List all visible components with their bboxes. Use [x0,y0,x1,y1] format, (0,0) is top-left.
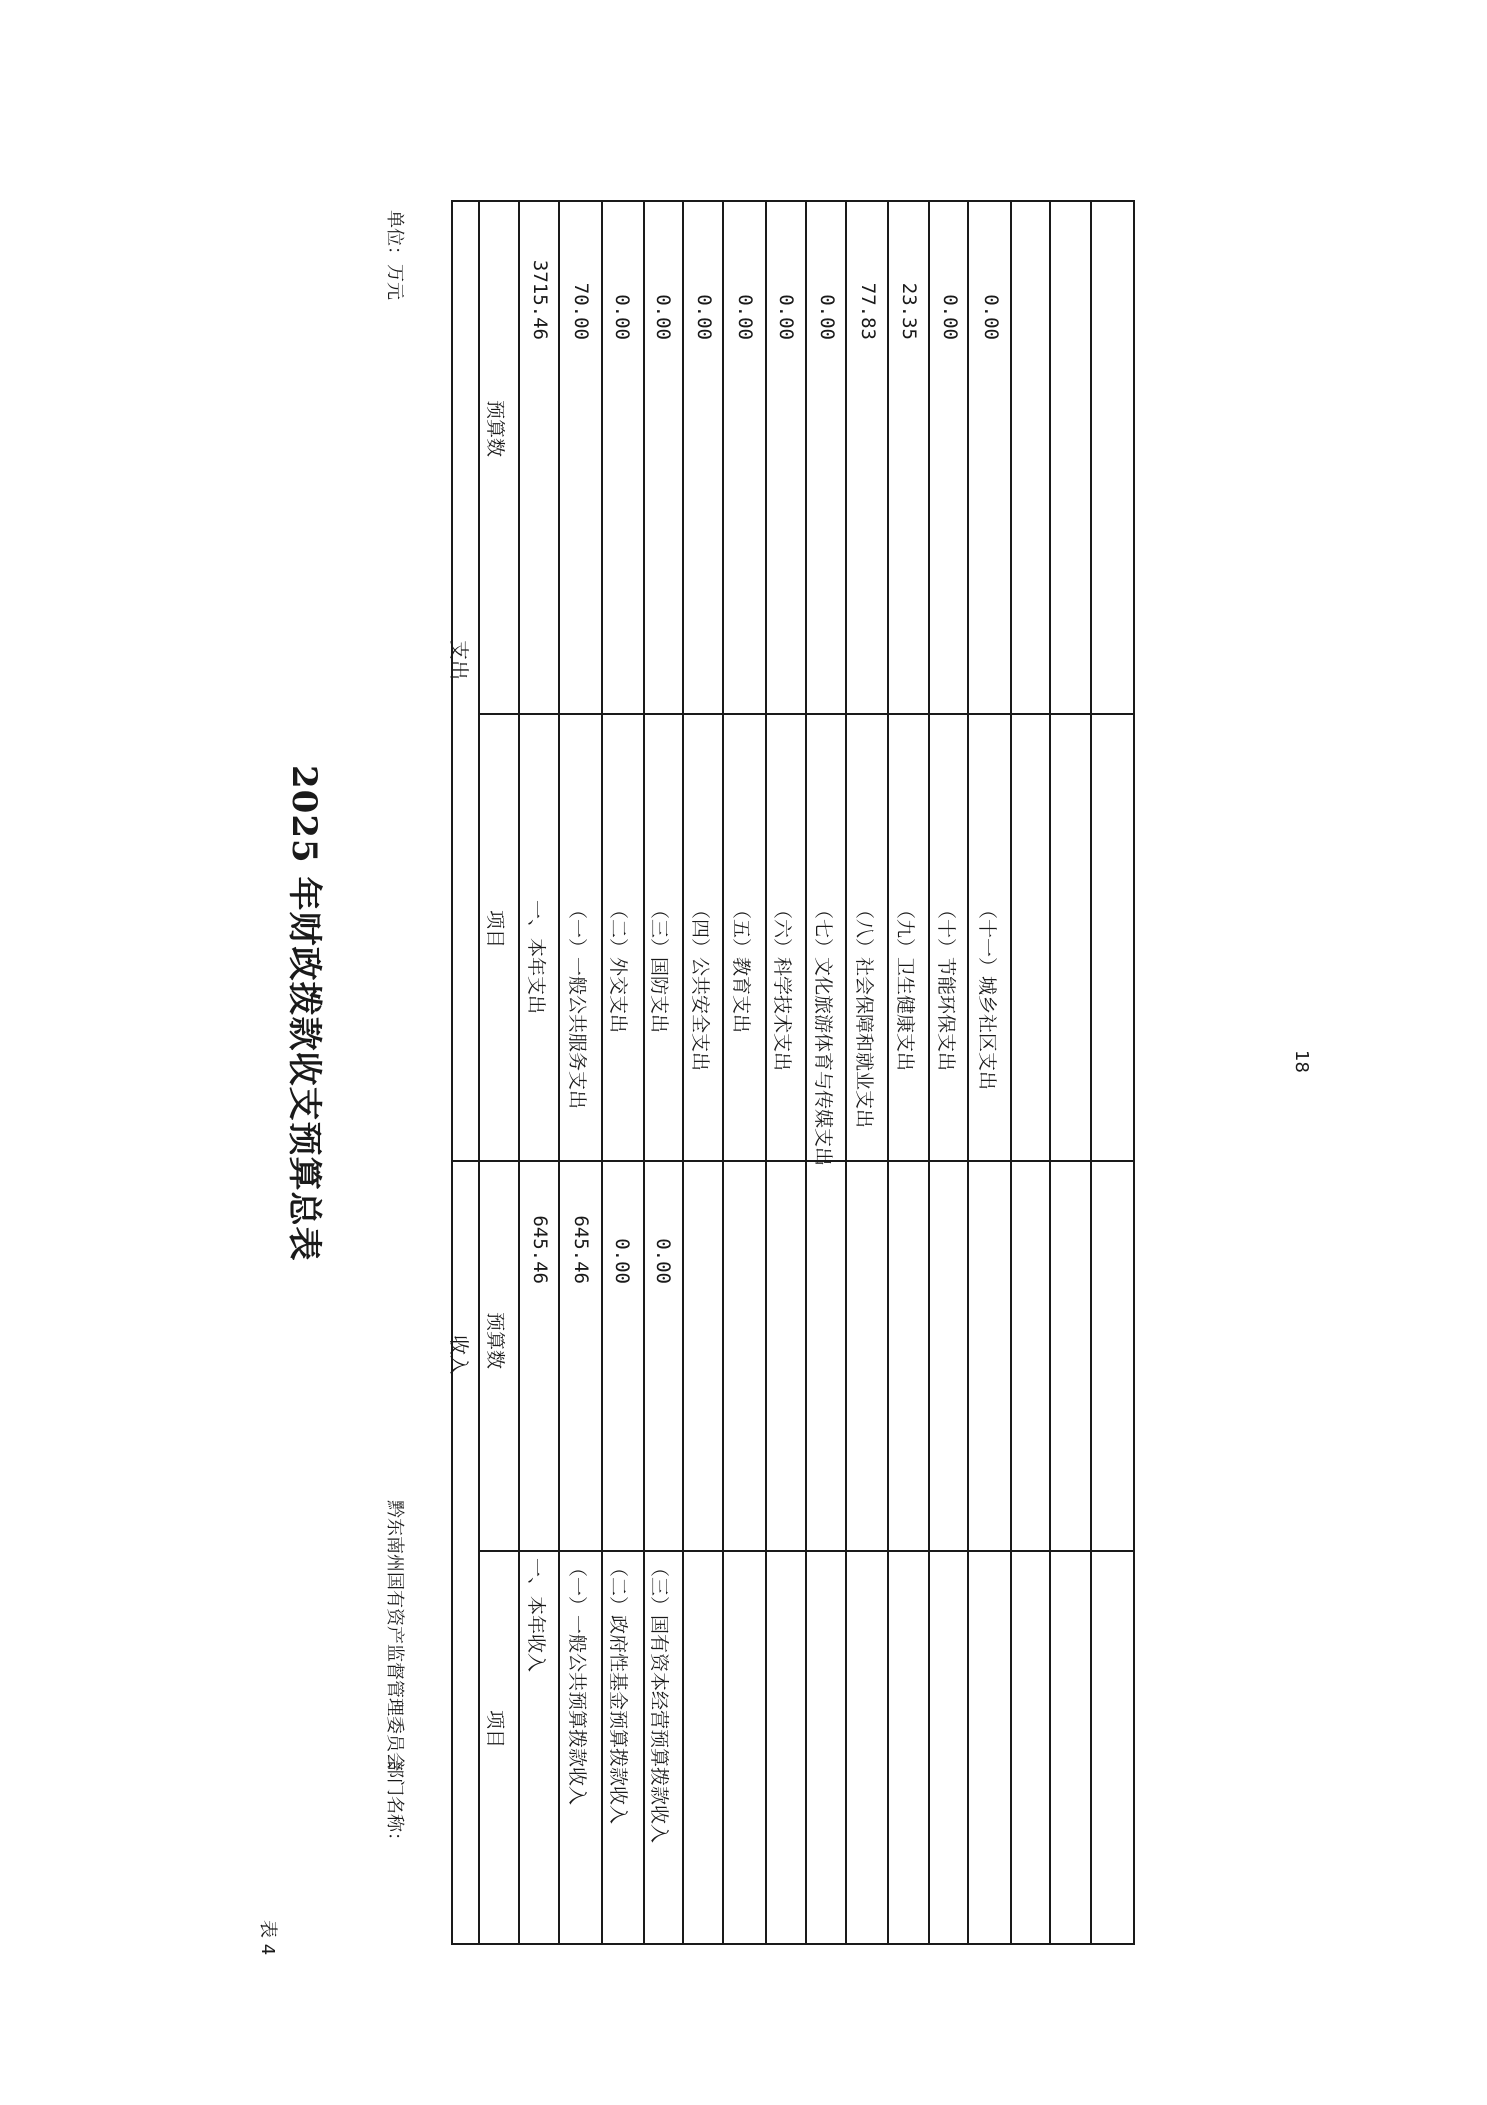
department-label: 部门名称： [384,1760,405,1850]
page-title: 2025 年财政拨款收支预算总表 [284,765,324,1262]
income-row-value: 645.46 [529,1215,551,1284]
expense-row-value: 23.35 [898,282,920,340]
expense-row-value: 0.00 [939,294,961,340]
expense-row-label: （四）公共安全支出 [689,900,711,1072]
expense-row-value: 0.00 [734,294,756,340]
expense-row-label: （三）国防支出 [648,900,670,1034]
expense-row-label: 一、本年支出 [525,900,547,1015]
expense-row-label: （八）社会保障和就业支出 [853,900,875,1129]
income-row-label: （一）一般公共预算拨款收入 [566,1558,588,1806]
income-row-value: 0.00 [652,1238,674,1284]
expense-row-label: （十）节能环保支出 [935,900,957,1072]
table-number: 表 4 [257,1920,278,1956]
expense-row-label: （十一）城乡社区支出 [976,900,998,1091]
income-header: 收入 [447,1335,471,1375]
expense-header: 支出 [447,640,471,680]
income-row-value: 0.00 [611,1238,633,1284]
income-row-label: （二）政府性基金预算拨款收入 [607,1558,629,1825]
expense-row-label: （九）卫生健康支出 [894,900,916,1072]
expense-row-label: （一）一般公共服务支出 [566,900,588,1110]
income-row-label: （三）国有资本经营预算拨款收入 [648,1558,670,1844]
expense-row-label: （五）教育支出 [730,900,752,1034]
income-row-label: 一、本年收入 [525,1558,547,1673]
expense-row-value: 0.00 [980,294,1002,340]
expense-row-label: （六）科学技术支出 [771,900,793,1072]
expense-item-header: 项目 [484,910,506,949]
expense-row-value: 0.00 [611,294,633,340]
expense-row-value: 0.00 [816,294,838,340]
income-item-header: 项目 [484,1710,506,1749]
page-number: 18 [1291,1050,1312,1073]
expense-budget-header: 预算数 [484,400,506,458]
expense-row-value: 77.83 [857,282,879,340]
expense-row-value: 70.00 [570,282,592,340]
expense-row-value: 0.00 [652,294,674,340]
expense-row-value: 3715.46 [529,259,551,340]
income-row-value: 645.46 [570,1215,592,1284]
income-budget-header: 预算数 [484,1312,506,1370]
expense-row-value: 0.00 [775,294,797,340]
expense-row-label: （七）文化旅游体育与传媒支出 [812,900,834,1167]
expense-row-value: 0.00 [693,294,715,340]
department-name: 黔东南州国有资产监督管理委员会 [384,1500,405,1770]
unit-label: 单位：万元 [384,210,405,300]
expense-row-label: （二）外交支出 [607,900,629,1034]
